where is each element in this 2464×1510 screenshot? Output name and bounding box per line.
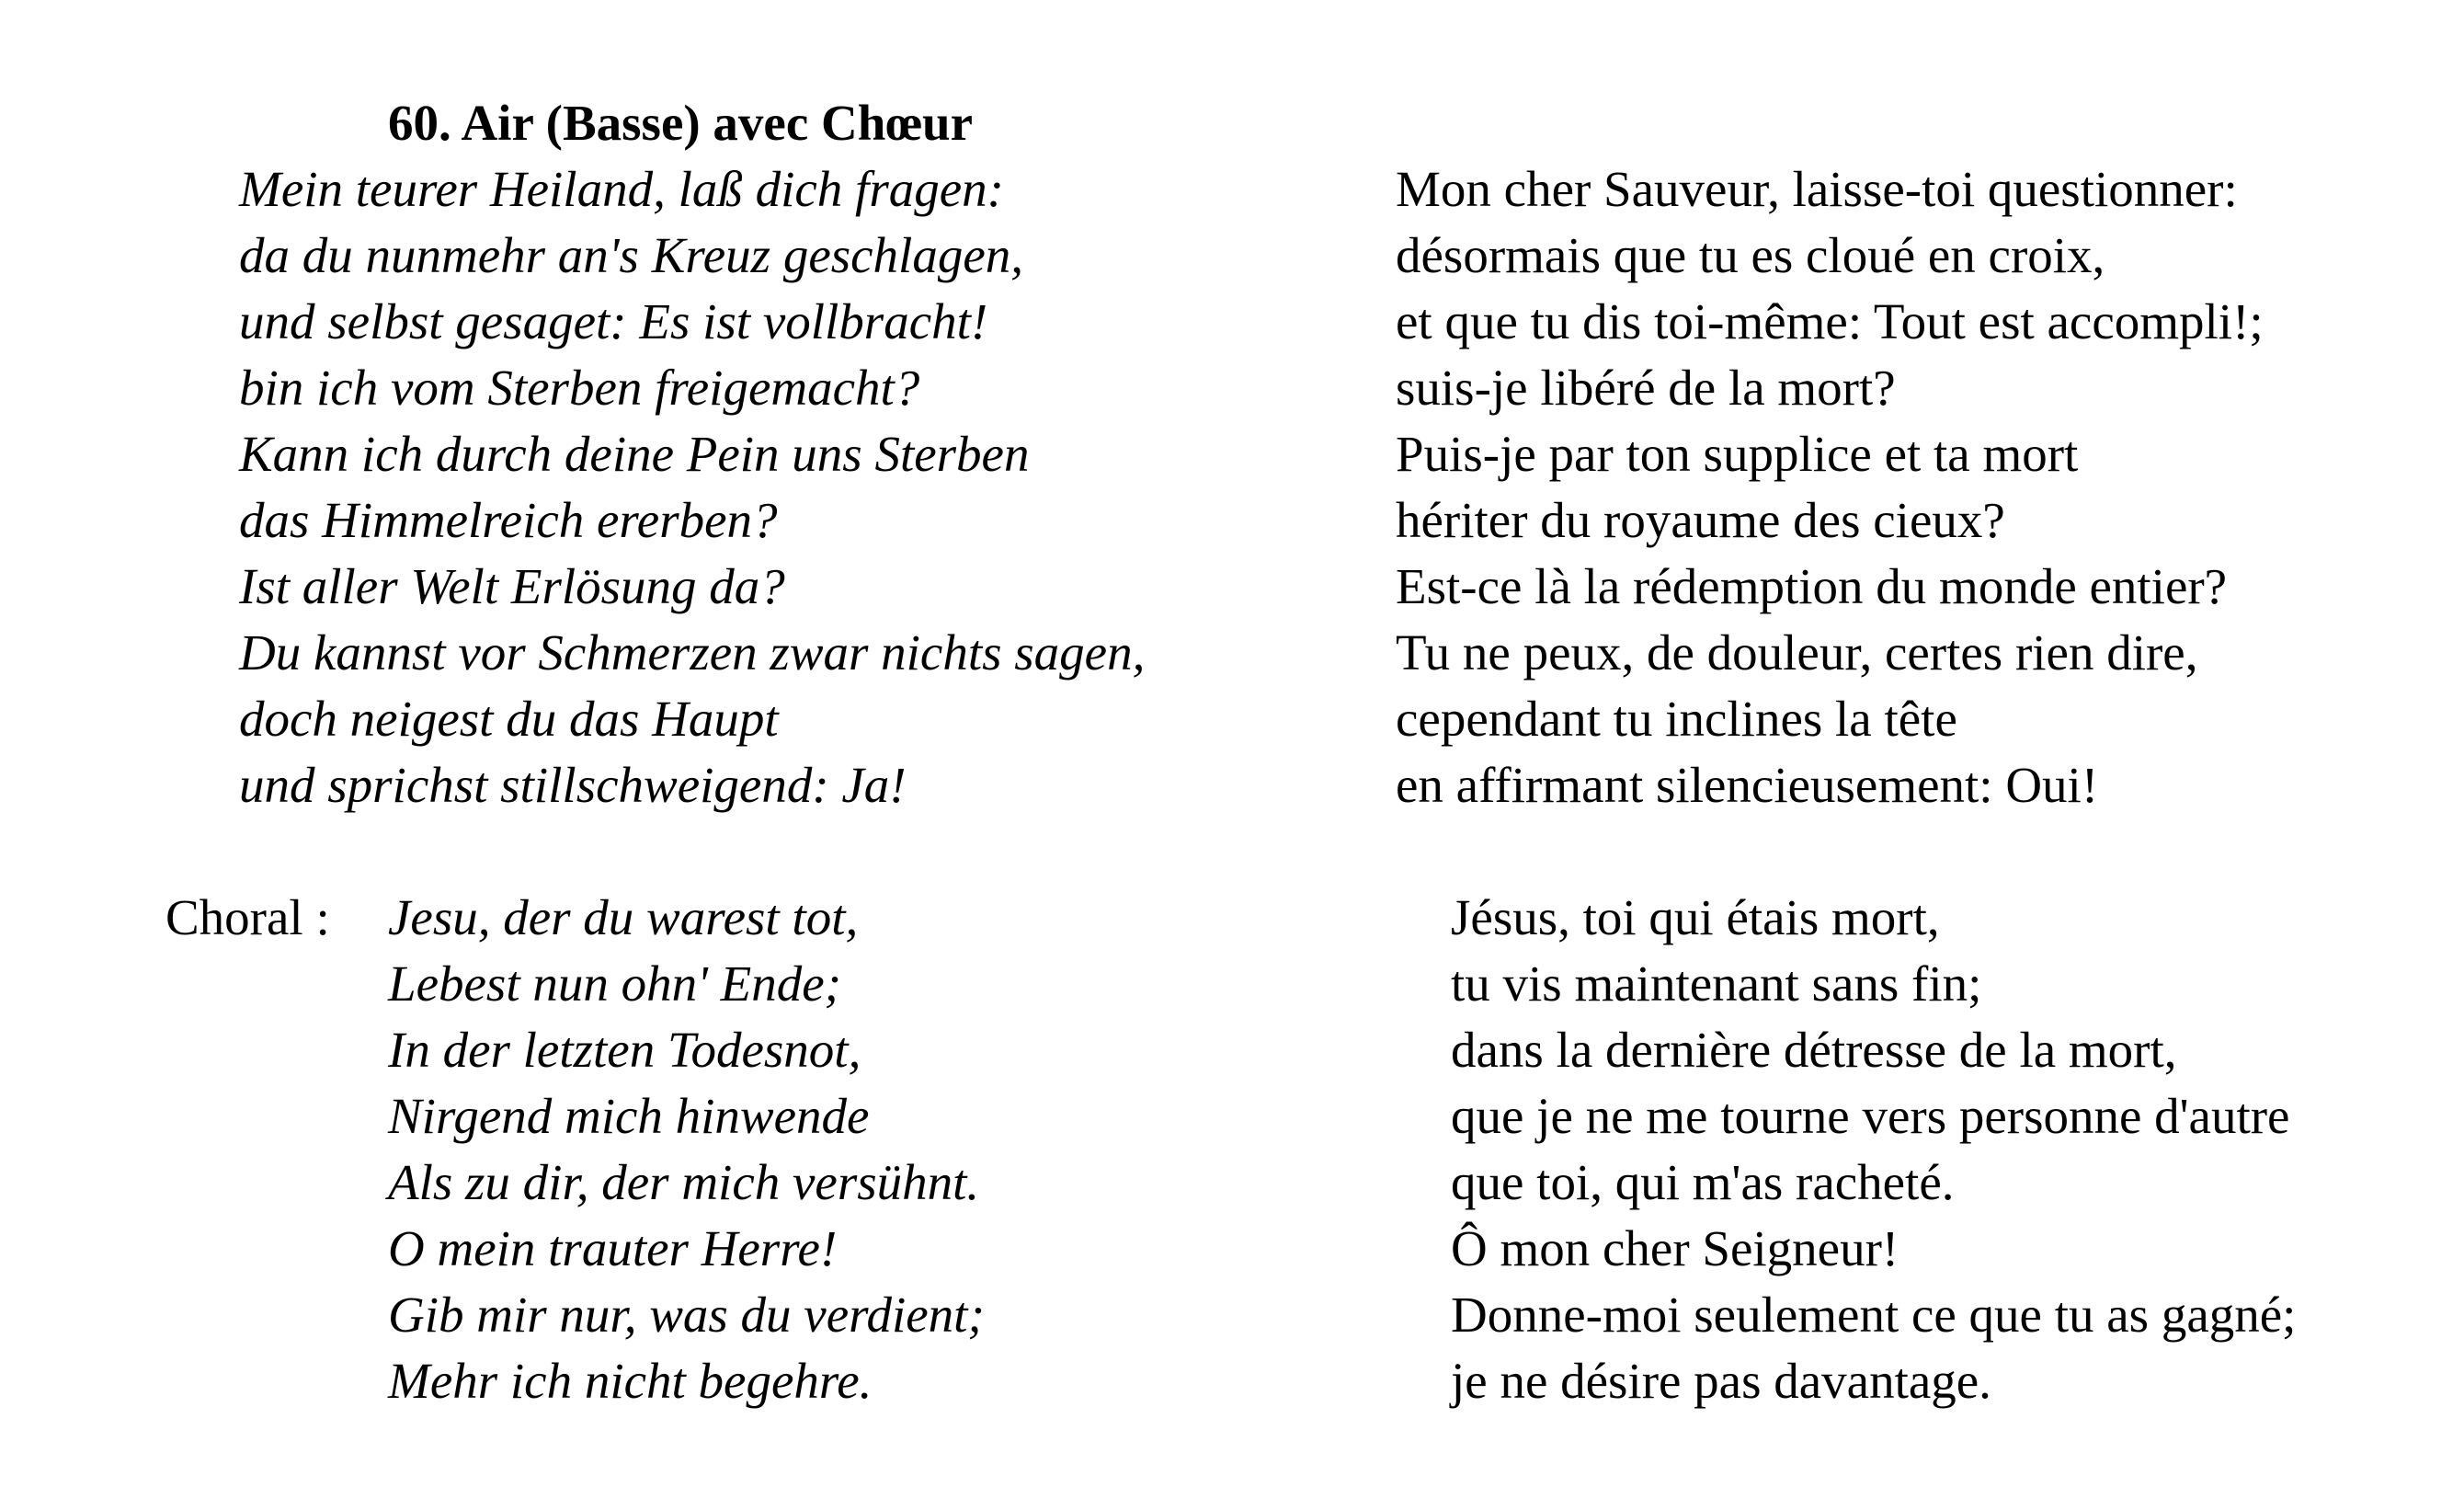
air-german-line: Du kannst vor Schmerzen zwar nichts sagen, (239, 624, 1146, 681)
choral-german-line: Jesu, der du warest tot, (388, 889, 859, 945)
choral-german-line: Gib mir nur, was du verdient; (388, 1287, 985, 1343)
air-french-line: cependant tu inclines la tête (1396, 691, 1957, 747)
choral-german-line: In der letzten Todesnot, (388, 1022, 861, 1078)
choral-french-line: que je ne me tourne vers personne d'autre (1451, 1088, 2290, 1144)
choral-french-line: je ne désire pas davantage. (1451, 1353, 1991, 1409)
choral-german-line: Mehr ich nicht begehre. (388, 1353, 873, 1409)
choral-german-line: Nirgend mich hinwende (388, 1088, 870, 1144)
air-french-line: Puis-je par ton supplice et ta mort (1396, 426, 2079, 482)
air-german-line: doch neigest du das Haupt (239, 691, 779, 747)
air-german-line: und sprichst stillschweigend: Ja! (239, 757, 907, 813)
air-german-line: Kann ich durch deine Pein uns Sterben (239, 426, 1030, 482)
choral-label: Choral : (165, 889, 330, 945)
choral-german-text (388, 885, 985, 1414)
air-german-text (239, 156, 1145, 818)
air-german-line: da du nunmehr an's Kreuz geschlagen, (239, 227, 1023, 283)
choral-german-line: O mein trauter Herre! (388, 1220, 838, 1276)
air-french-line: en affirmant silencieusement: Oui! (1396, 757, 2099, 813)
air-french-line: suis-je libéré de la mort? (1396, 360, 1896, 416)
choral-french-line: dans la dernière détresse de la mort, (1451, 1022, 2177, 1078)
air-german-line: Ist aller Welt Erlösung da? (239, 558, 785, 614)
air-german-line: bin ich vom Sterben freigemacht? (239, 360, 920, 416)
choral-french-line: Donne-moi seulement ce que tu as gagné; (1451, 1287, 2297, 1343)
choral-french-line: Ô mon cher Seigneur! (1451, 1220, 1899, 1276)
air-french-line: Est-ce là la rédemption du monde entier? (1396, 558, 2228, 614)
section-title: 60. Air (Basse) avec Chœur (388, 95, 974, 151)
air-german-line: Mein teurer Heiland, laß dich fragen: (239, 161, 1004, 217)
choral-french-text (1451, 885, 2296, 1414)
air-german-line: und selbst gesaget: Es ist vollbracht! (239, 293, 988, 349)
choral-french-line: tu vis maintenant sans fin; (1451, 955, 1982, 1012)
choral-french-line: Jésus, toi qui étais mort, (1451, 889, 1940, 945)
air-french-text (1396, 156, 2264, 818)
choral-german-line: Lebest nun ohn' Ende; (388, 955, 841, 1012)
air-french-line: Mon cher Sauveur, laisse-toi questionner: (1396, 161, 2238, 217)
air-french-line: désormais que tu es cloué en croix, (1396, 227, 2105, 283)
air-french-line: hériter du royaume des cieux? (1396, 492, 2005, 548)
air-french-line: et que tu dis toi-même: Tout est accompli!; (1396, 293, 2264, 349)
air-french-line: Tu ne peux, de douleur, certes rien dire, (1396, 624, 2198, 681)
air-german-line: das Himmelreich ererben? (239, 492, 778, 548)
choral-german-line: Als zu dir, der mich versühnt. (388, 1154, 980, 1210)
choral-french-line: que toi, qui m'as racheté. (1451, 1154, 1955, 1210)
